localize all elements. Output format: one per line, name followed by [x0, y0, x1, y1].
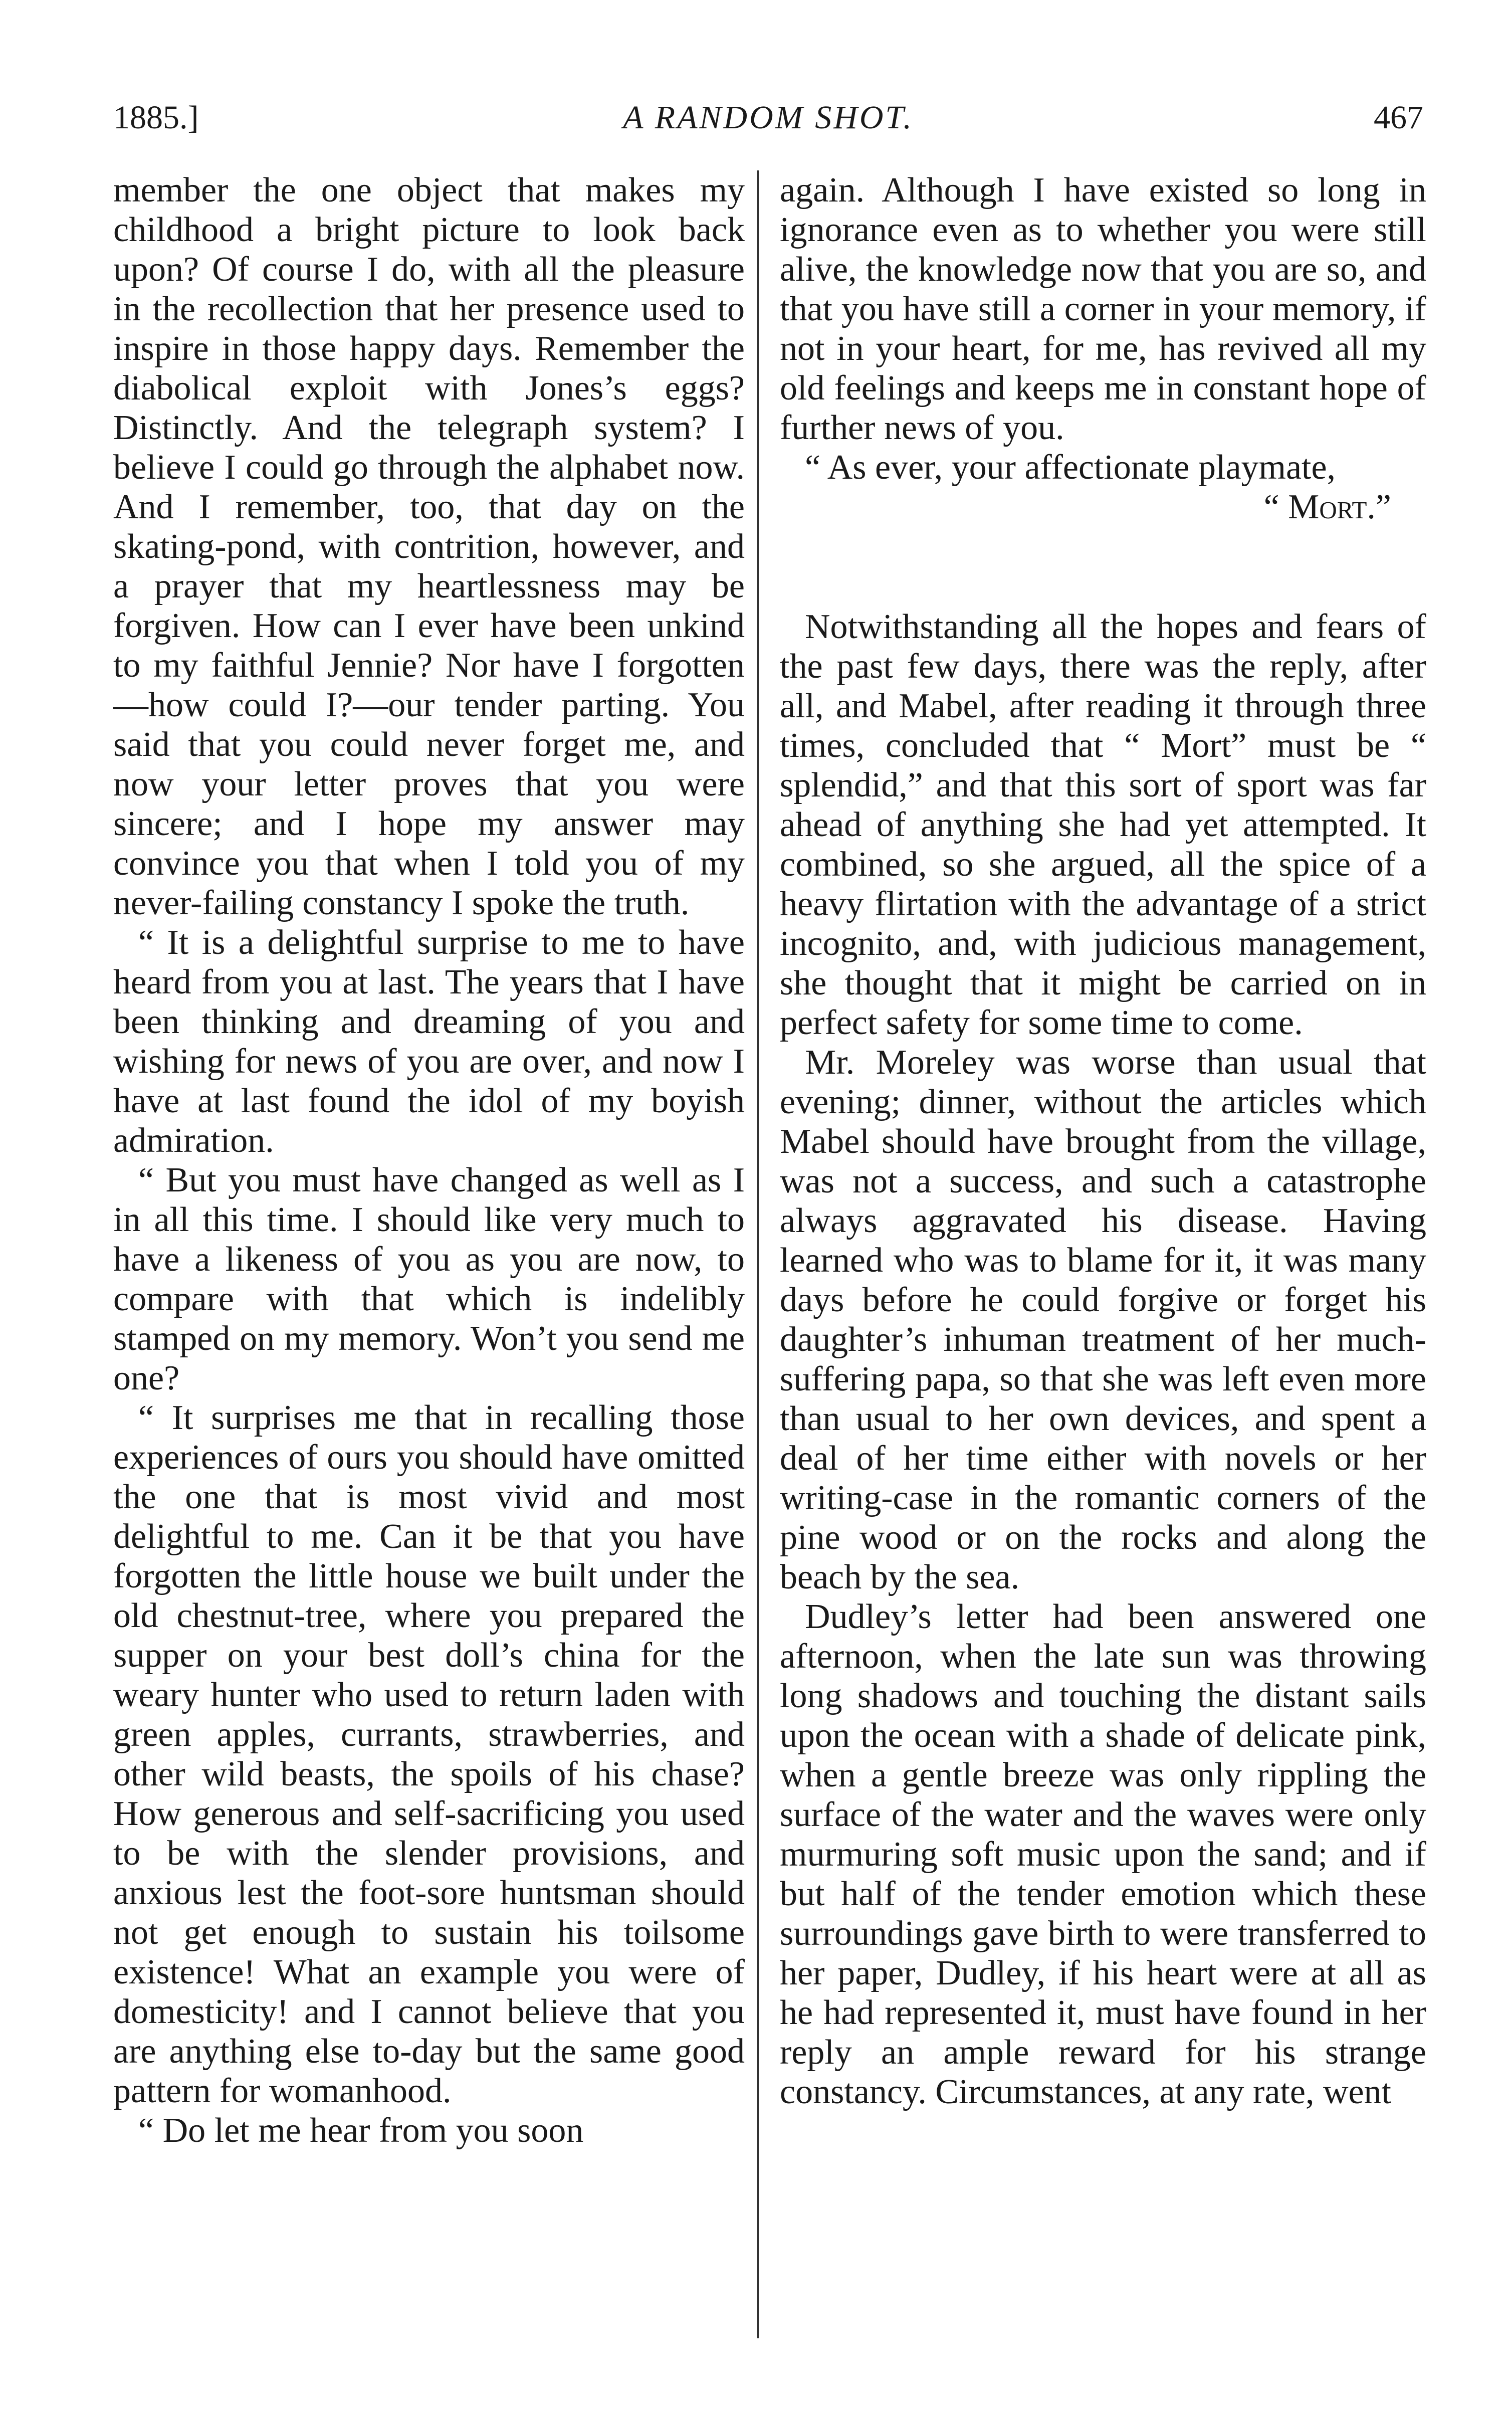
- paragraph: Dudley’s letter had been answered one afternoon, when the late sun was throwing long shadows and touching the distant sails upon the ocean with a shade of delicate pink, when a gentle breeze was only rippling the surface of the water and the waves were only murmuring soft music upon the sand; and if but half of the tender emotion which these surroundings gave birth to were transferred to her paper, Dudley, if his heart were at all as he had represented it, must have found in her reply an ample reward for his strange constancy. Circumstances, at any rate, went: [780, 1597, 1426, 2111]
- paragraph: “ It is a delightful surprise to me to have heard from you at last. The years that I have been thinking and dreaming of you and wishing for news of you are over, and now I have at last found the idol of my boyish admiration.: [113, 923, 745, 1160]
- running-head: [113, 90, 1423, 145]
- column-divider: [757, 170, 759, 2338]
- paragraph: Notwithstanding all the hopes and fears of the past few days, there was the reply, after all, and Mabel, after reading it through three times, concluded that “ Mort” must be “ splendid,” and that this sort of sport was far ahead of anything she had yet attempted. It combined, so she argued, all the spice of a heavy flirtation with the advantage of a strict incognito, and, with judicious management, she thought that it might be carried on in perfect safety for some time to come.: [780, 608, 1426, 1042]
- paragraph: Mr. Moreley was worse than usual that evening; dinner, without the articles which Mabel should have brought from the village, was not a success, and such a catastrophe always aggravated his disease. Having learned who was to blame for it, it was many days before he could forgive or forget his daughter’s inhuman treatment of her much-suffering papa, so that she was left even more than usual to her own devices, and spent a deal of her time either with novels or her writing-case in the romantic corners of the pine wood or on the rocks and along the beach by the sea.: [780, 1043, 1426, 1596]
- header-title: A RANDOM SHOT.: [623, 99, 914, 136]
- paragraph: “ It surprises me that in recalling those experiences of ours you should have omitted the one that is most vivid and most delightful to me. Can it be that you have forgotten the little house we built under the old chestnut-tree, where you prepared the supper on your best doll’s china for the weary hunter who used to return laden with green apples, currants, strawberries, and other wild beasts, the spoils of his chase? How generous and self-sacrificing you used to be with the slender provisions, and anxious lest the foot-sore huntsman should not get enough to sustain his toilsome existence! What an example you were of domesticity! and I cannot believe that you are anything else to-day but the same good pattern for womanhood.: [113, 1398, 745, 2110]
- paragraph: “ Do let me hear from you soon: [138, 2111, 584, 2150]
- letter-signature: “ Mort.”: [1263, 488, 1391, 526]
- left-column: [113, 170, 745, 2150]
- right-column: [780, 170, 1426, 2112]
- page-number: 467: [1374, 99, 1423, 136]
- section-gap: [780, 527, 1426, 607]
- letter-closing: “ As ever, your affectionate playmate,: [805, 448, 1336, 487]
- paragraph: “ But you must have changed as well as I in all this time. I should like very much to have a likeness of you as you are now, to compare with that which is indelibly stamped on my memory. Won’t you send me one?: [113, 1161, 745, 1397]
- header-year: 1885.]: [113, 99, 199, 136]
- paragraph: member the one object that makes my childhood a bright picture to look back upon? Of course I do, with all the pleasure in the recollection that her presence used to inspire in those happy days. Remember the diabolical exploit with Jones’s eggs? Distinctly. And the telegraph system? I believe I could go through the alphabet now. And I remember, too, that day on the skating-pond, with contrition, however, and a prayer that my heartlessness may be forgiven. How can I ever have been unkind to my faithful Jennie? Nor have I forgotten—how could I?—our tender parting. You said that you could never forget me, and now your letter proves that you were sincere; and I hope my answer may convince you that when I told you of my never-failing constancy I spoke the truth.: [113, 171, 745, 922]
- letter-end-paragraph: again. Although I have existed so long in ignorance even as to whether you were still alive, the knowledge now that you are so, and that you have still a corner in your memory, if not in your heart, for me, has revived all my old feelings and keeps me in constant hope of further news of you.: [780, 171, 1426, 447]
